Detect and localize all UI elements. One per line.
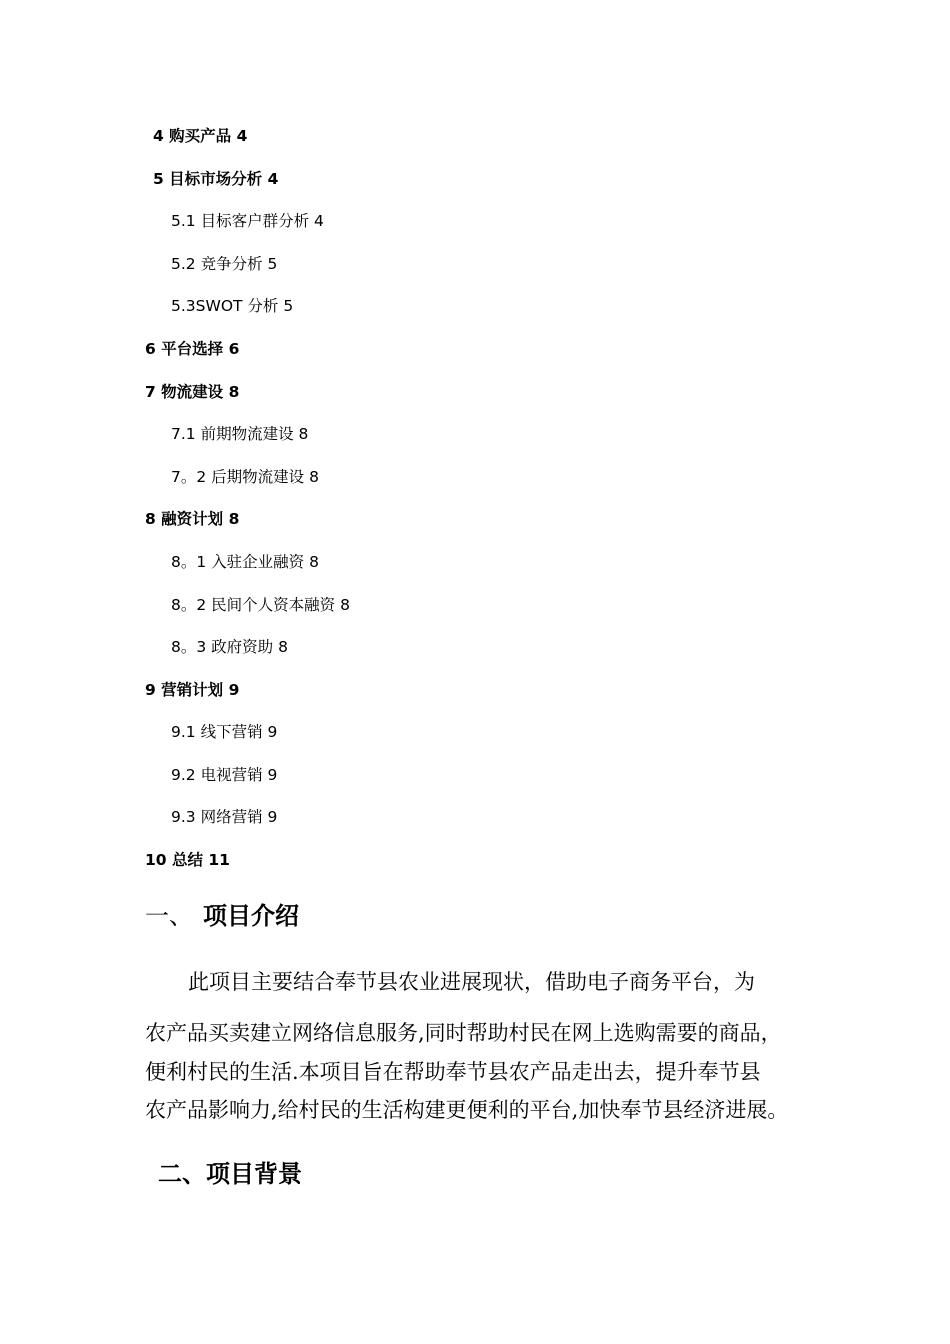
toc-entry[interactable]: 6 平台选择 6 — [145, 340, 240, 358]
toc-entry[interactable]: 8。1 入驻企业融资 8 — [171, 553, 319, 571]
toc-entry[interactable]: 8。2 民间个人资本融资 8 — [171, 596, 350, 614]
paragraph-line: 农产品影响力,给村民的生活构建更便利的平台,加快奉节县经济进展。 — [145, 1098, 789, 1122]
toc-entry[interactable]: 9.1 线下营销 9 — [171, 723, 278, 741]
toc-entry[interactable]: 9.3 网络营销 9 — [171, 808, 278, 826]
toc-entry[interactable]: 5.1 目标客户群分析 4 — [171, 212, 324, 230]
section-heading — [158, 1159, 302, 1189]
paragraph-line: 便利村民的生活.本项目旨在帮助奉节县农产品走出去，提升奉节县 — [145, 1060, 761, 1084]
toc-entry[interactable]: 5.3SWOT 分析 5 — [171, 297, 294, 315]
toc-entry[interactable]: 4 购买产品 4 — [153, 127, 248, 145]
toc-entry[interactable]: 5 目标市场分析 4 — [153, 170, 279, 188]
paragraph-line: 农产品买卖建立网络信息服务,同时帮助村民在网上选购需要的商品， — [145, 1021, 782, 1045]
section-number: 一、 — [145, 902, 193, 930]
toc-entry[interactable]: 8。3 政府资助 8 — [171, 638, 288, 656]
paragraph-line: 此项目主要结合奉节县农业进展现状，借助电子商务平台，为 — [188, 970, 755, 994]
toc-entry[interactable]: 7 物流建设 8 — [145, 383, 240, 401]
section-heading — [145, 901, 299, 931]
section-title: 项目介绍 — [203, 902, 299, 930]
toc-entry[interactable]: 10 总结 11 — [145, 851, 230, 869]
toc-entry[interactable]: 5.2 竞争分析 5 — [171, 255, 278, 273]
toc-entry[interactable]: 7.1 前期物流建设 8 — [171, 425, 309, 443]
toc-entry[interactable]: 8 融资计划 8 — [145, 510, 240, 528]
section-title: 二、项目背景 — [158, 1160, 302, 1188]
toc-entry[interactable]: 7。2 后期物流建设 8 — [171, 468, 319, 486]
toc-entry[interactable]: 9 营销计划 9 — [145, 681, 240, 699]
toc-entry[interactable]: 9.2 电视营销 9 — [171, 766, 278, 784]
